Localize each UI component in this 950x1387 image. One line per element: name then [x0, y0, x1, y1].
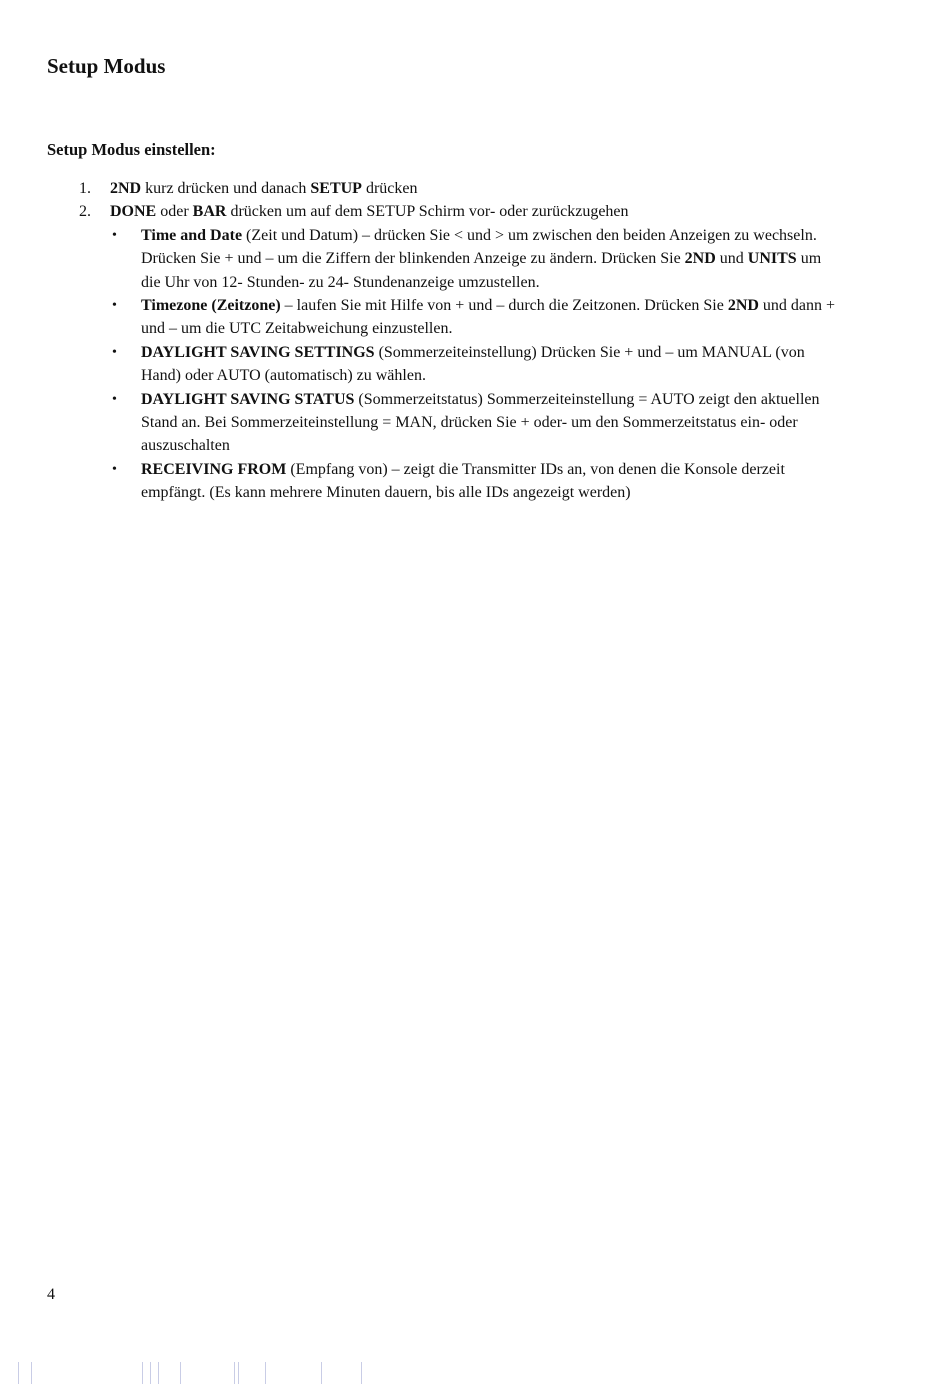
page-number: 4 — [47, 1286, 55, 1303]
bullet-icon: • — [112, 227, 117, 243]
step-text: DONE oder BAR drücken um auf dem SETUP Schirm vor- oder zurückzugehen — [110, 203, 629, 221]
step-text: 2ND kurz drücken und danach SETUP drücken — [110, 180, 418, 197]
bullet-icon: • — [112, 298, 117, 314]
setup-steps-list — [0, 177, 950, 505]
bullet-icon: • — [112, 461, 117, 477]
key-label: 2ND — [110, 180, 142, 197]
section-title: Setup Modus einstellen: — [47, 140, 216, 159]
key-label: BAR — [192, 203, 227, 221]
bullet-daylight-saving-status: • DAYLIGHT SAVING STATUS (Sommerzeitstatus) Sommerzeiteinstellung = AUTO zeigt den aktuellen Stand an. Bei Sommerzeiteinstellung = MAN, drücken Sie + oder- um den Sommerzeitstatus ein- oder auszuschalten — [110, 388, 841, 458]
step-number: 1. — [79, 180, 91, 197]
bullet-title: Timezone (Zeitzone) — [141, 297, 281, 315]
bullet-timezone: • Timezone (Zeitzone) – laufen Sie mit Hilfe von + und – durch die Zeitzonen. Drücken Sie 2ND und dann + und – um die UTC Zeitabweichung einzustellen. — [110, 294, 841, 341]
scan-artifact-marks — [0, 1360, 950, 1387]
bullet-receiving-from: • RECEIVING FROM (Empfang von) – zeigt die Transmitter IDs an, von denen die Konsole derzeit empfängt. (Es kann mehrere Minuten dauern, bis alle IDs angezeigt werden) — [110, 458, 841, 505]
key-label: 2ND — [684, 250, 716, 268]
key-label: UNITS — [747, 250, 797, 268]
bullet-time-and-date: • Time and Date (Zeit und Datum) – drücken Sie < und > um zwischen den beiden Anzeigen zu wechseln. Drücken Sie + und – um die Ziffern der blinkenden Anzeige zu ändern. Drücken Sie 2ND und UNITS um die Uhr von 12- Stunden- zu 24- Stundenanzeige umzustellen. — [110, 224, 841, 294]
bullet-title: Time and Date — [141, 226, 243, 244]
step-item-2 — [0, 200, 950, 504]
bullet-icon: • — [112, 344, 117, 360]
key-label: 2ND — [727, 297, 759, 315]
bullet-title: DAYLIGHT SAVING SETTINGS — [141, 343, 375, 361]
key-label: DONE — [110, 203, 157, 221]
bullet-daylight-saving-settings: • DAYLIGHT SAVING SETTINGS (Sommerzeiteinstellung) Drücken Sie + und – um MANUAL (von Hand) oder AUTO (automatisch) zu wählen. — [110, 341, 841, 388]
step-item-1 — [0, 177, 950, 200]
bullet-title: DAYLIGHT SAVING STATUS — [141, 390, 355, 408]
setup-screens-list — [110, 224, 950, 505]
key-label: SETUP — [310, 180, 362, 197]
bullet-title: RECEIVING FROM — [141, 460, 287, 478]
page-title: Setup Modus — [47, 54, 166, 78]
bullet-icon: • — [112, 391, 117, 407]
step-number: 2. — [79, 203, 91, 221]
